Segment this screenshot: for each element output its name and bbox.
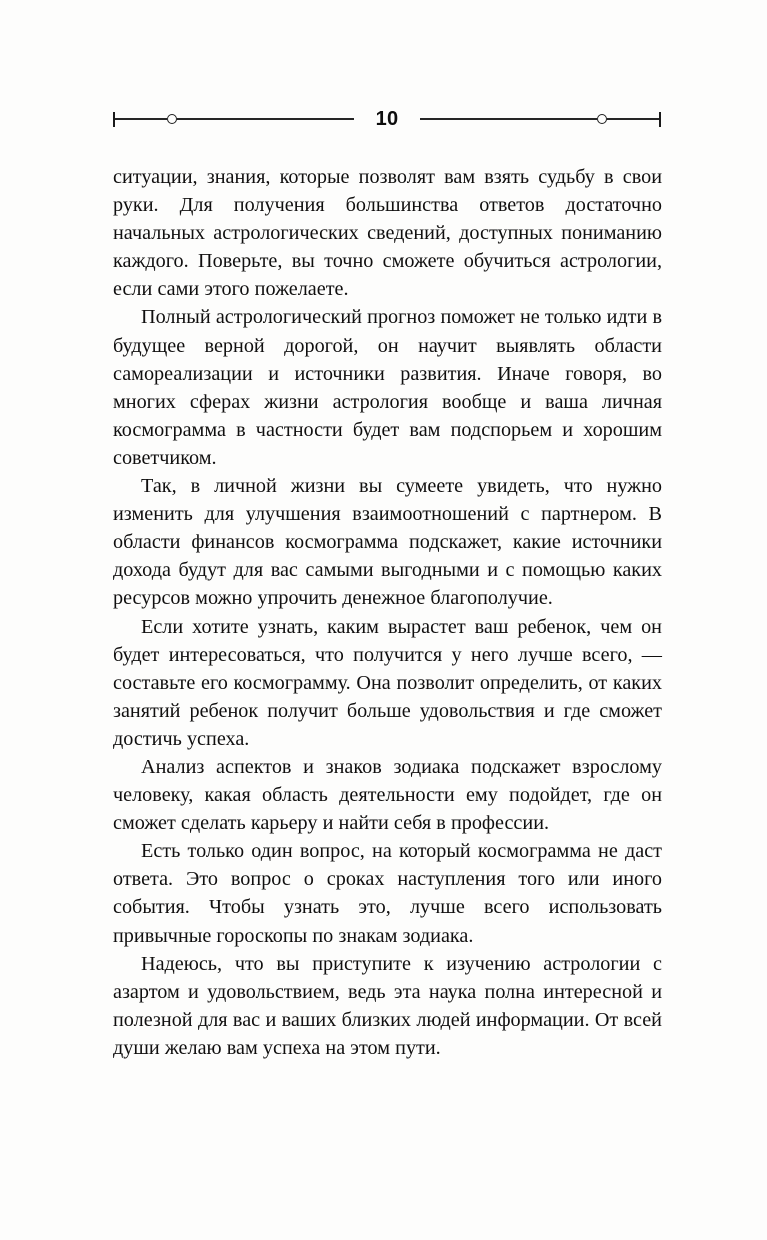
page-number: 10 xyxy=(375,108,399,130)
tick-mark-icon xyxy=(659,112,661,127)
paragraph: Если хотите узнать, каким вырастет ваш ребенок, чем он будет интересоваться, что получится у него лучше всего, — составьте его космограмму. Она позволит определить, от каких занятий ребенок получит больше удовольствия и где сможет достичь успеха. xyxy=(113,615,662,750)
ring-icon xyxy=(167,114,177,124)
paragraph: Есть только один вопрос, на который космограмма не даст ответа. Это вопрос о сроках наступления того или иного события. Чтобы узнать это, лучше всего использовать привычные гороскопы по знакам зодиака. xyxy=(113,840,662,947)
running-head xyxy=(113,104,661,134)
paragraph: Анализ аспектов и знаков зодиака подскажет взрослому человеку, какая область деятельности ему подойдет, где он сможет сделать карьеру и найти себя в профессии. xyxy=(113,755,662,835)
paragraph: Надеюсь, что вы приступите к изучению астрологии с азартом и удовольствием, ведь эта наука полна интересной и полезной для вас и ваших близких людей информации. От всей души желаю вам успеха на этом пути. xyxy=(113,952,662,1059)
ornament-left xyxy=(113,111,354,127)
paragraph: Так, в личной жизни вы сумеете увидеть, что нужно изменить для улучшения взаимоотношений с партнером. В области финансов космограмма подскажет, какие источники дохода будут для вас самыми выгодными и с помощью каких ресурсов можно упрочить денежное благополучие. xyxy=(113,475,662,610)
ring-icon xyxy=(597,114,607,124)
ornament-right xyxy=(420,111,661,127)
rule-icon xyxy=(420,118,597,120)
rule-segment-icon xyxy=(115,118,167,120)
rule-segment-icon xyxy=(607,118,659,120)
body-text-column xyxy=(113,163,662,1062)
rule-icon xyxy=(177,118,354,120)
paragraph: Полный астрологический прогноз поможет не только идти в будущее верной дорогой, он научит выявлять области самореализации и источники развития. Иначе говоря, во многих сферах жизни астрология вообще и ваша личная космограмма в частности будет вам подспорьем и хорошим советчиком. xyxy=(113,306,662,469)
paragraph: ситуации, знания, которые позволят вам взять судьбу в свои руки. Для получения большинства ответов достаточно начальных астрологических сведений, доступных пониманию каждого. Поверьте, вы точно сможете обучиться астрологии, если сами этого пожелаете. xyxy=(113,166,662,301)
